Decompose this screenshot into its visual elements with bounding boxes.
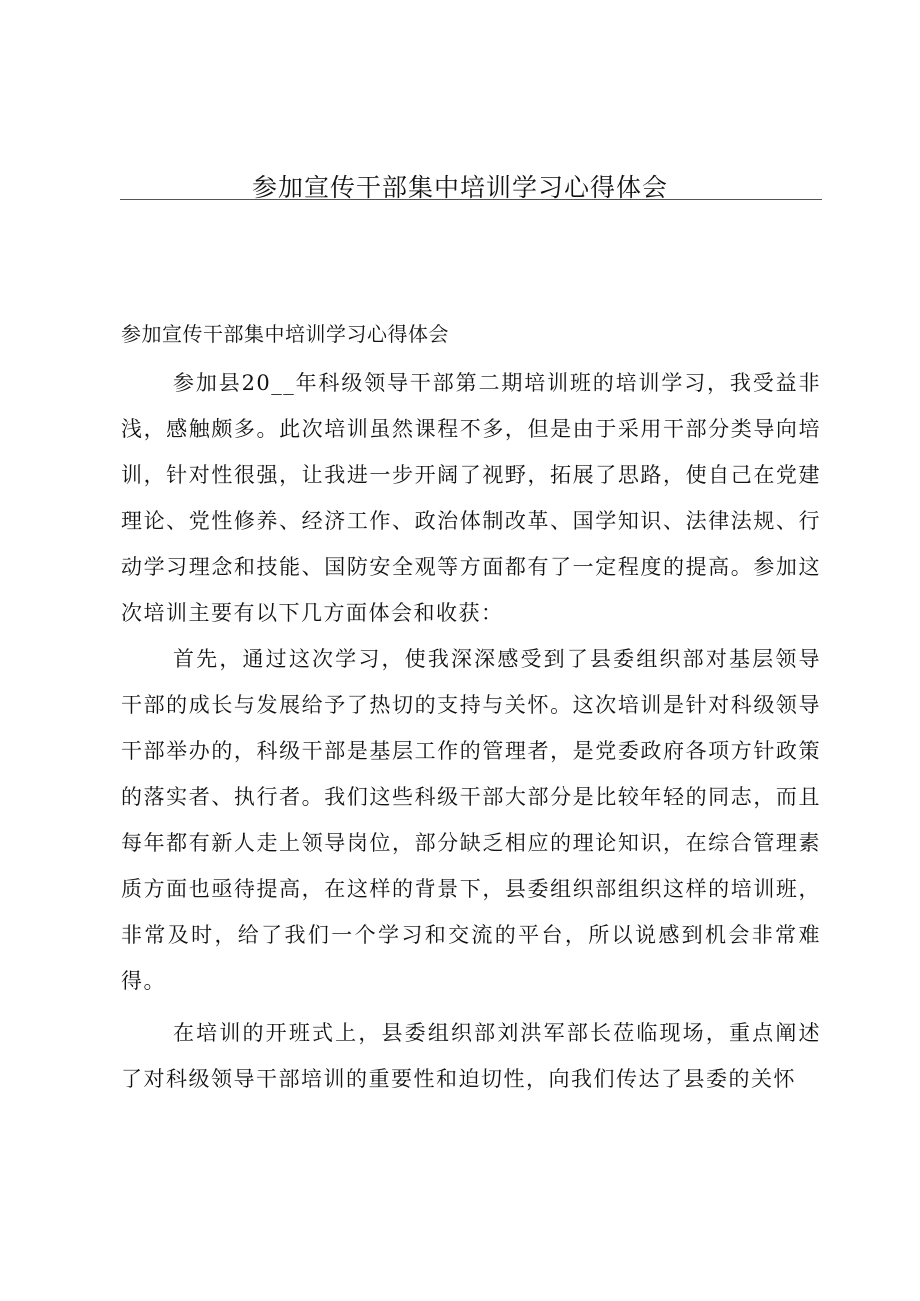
paragraph-1: 参加县20__年科级领导干部第二期培训班的培训学习，我受益非浅，感触颇多。此次培训虽然课程不多，但是由于采用干部分类导向培训，针对性很强，让我进一步开阔了视野，拓展了思路，使自己在党建理论、党性修养、经济工作、政治体制改革、国学知识、法律法规、行动学习理念和技能、国防安全观等方面都有了一定程度的提高。参加这次培训主要有以下几方面体会和收获： bbox=[121, 371, 821, 625]
title-divider bbox=[120, 199, 822, 200]
document-subtitle: 参加宣传干部集中培训学习心得体会 bbox=[121, 322, 449, 346]
page-title: 参加宣传干部集中培训学习心得体会 bbox=[251, 173, 668, 202]
paragraph-3: 在培训的开班式上，县委组织部刘洪军部长莅临现场，重点阐述了对科级领导干部培训的重要性和迫切性，向我们传达了县委的关怀 bbox=[121, 1021, 821, 1091]
document-body bbox=[121, 316, 821, 1102]
paragraph-2: 首先，通过这次学习，使我深深感受到了县委组织部对基层领导干部的成长与发展给予了热切的支持与关怀。这次培训是针对科级领导干部举办的，科级干部是基层工作的管理者，是党委政府各项方针政策的落实者、执行者。我们这些科级干部大部分是比较年轻的同志，而且每年都有新人走上领导岗位，部分缺乏相应的理论知识，在综合管理素质方面也亟待提高，在这样的背景下，县委组织部组织这样的培训班，非常及时，给了我们一个学习和交流的平台，所以说感到机会非常难得。 bbox=[121, 647, 821, 993]
